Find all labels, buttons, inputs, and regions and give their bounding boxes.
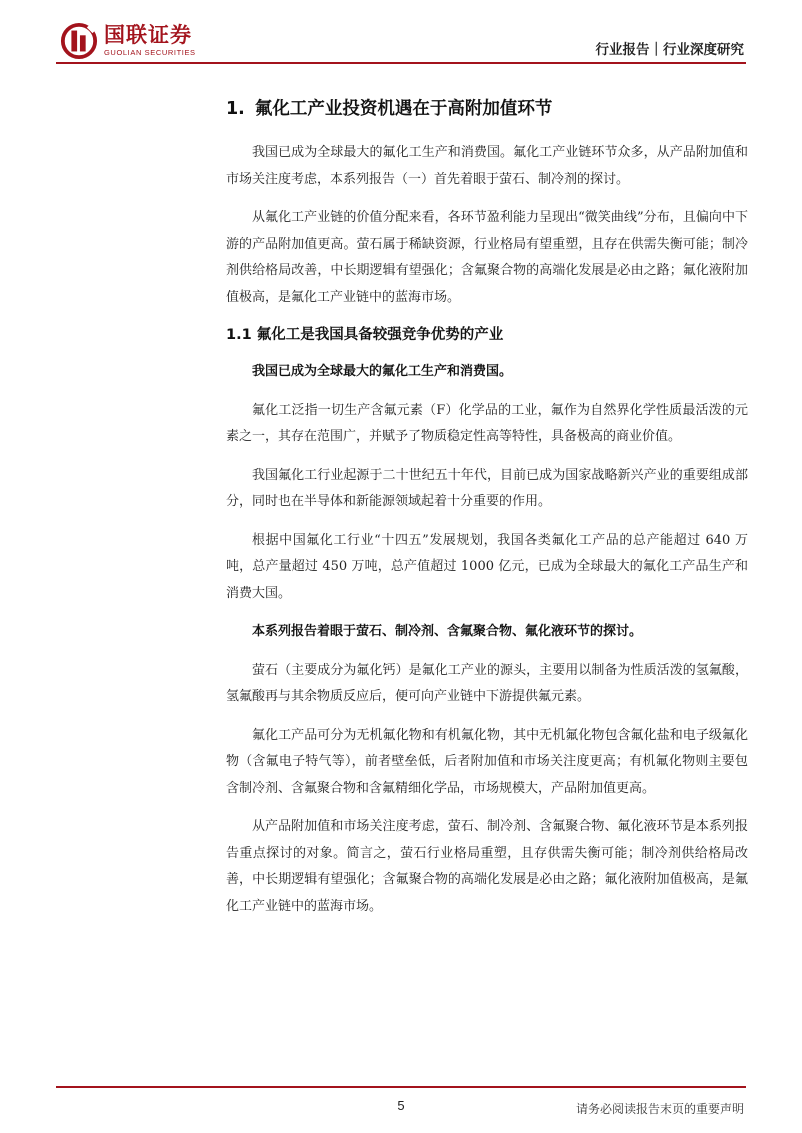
paragraph: 氟化工泛指一切生产含氟元素（F）化学品的工业，氟作为自然界化学性质最活泼的元素之一，其存在范围广，并赋予了物质稳定性高等特性，具备极高的商业价值。 xyxy=(226,402,748,444)
paragraph: 萤石（主要成分为氟化钙）是氟化工产业的源头，主要用以制备为性质活泼的氢氟酸，氢氟酸再与其余物质反应后，便可向产业链中下游提供氟元素。 xyxy=(226,662,748,704)
company-logo xyxy=(60,22,196,60)
section-title: 氟化工产业投资机遇在于高附加值环节 xyxy=(254,99,553,119)
paragraph: 从产品附加值和市场关注度考虑，萤石、制冷剂、含氟聚合物、氟化液环节是本系列报告重点探讨的对象。简言之，萤石行业格局重塑，且存供需失衡可能；制冷剂供给格局改善，中长期逻辑有望强化；含氟聚合物的高端化发展是必由之路；氟化液附加值极高，是氟化工产业链中的蓝海市场。 xyxy=(226,819,748,914)
paragraph: 根据中国氟化工行业“十四五”发展规划，我国各类氟化工产品的总产能超过 640 万吨，总产量超过 450 万吨，总产值超过 1000 亿元，已成为全球最大的氟化工产品生产和消费大国。 xyxy=(226,532,748,601)
page-header xyxy=(0,0,802,70)
paragraph: 氟化工产品可分为无机氟化物和有机氟化物，其中无机氟化物包含氟化盐和电子级氟化物（含氟电子特气等），前者壁垒低，后者附加值和市场关注度更高；有机氟化物则主要包含制冷剂、含氟聚合物和含氟精细化学品，市场规模大，产品附加值更高。 xyxy=(226,727,748,796)
footer-divider xyxy=(56,1086,746,1088)
section-heading xyxy=(226,96,748,122)
page-number: 5 xyxy=(397,1098,405,1113)
paragraph: 从氟化工产业链的价值分配来看，各环节盈利能力呈现出“微笑曲线”分布，且偏向中下游的产品附加值更高。萤石属于稀缺资源，行业格局有望重塑，且存在供需失衡可能；制冷剂供给格局改善，中长期逻辑有望强化；含氟聚合物的高端化发展是必由之路；氟化液附加值极高，是氟化工产业链中的蓝海市场。 xyxy=(226,210,748,305)
logo-english-name: GUOLIAN SECURITIES xyxy=(104,48,196,57)
disclaimer-note: 请务必阅读报告末页的重要声明 xyxy=(575,1102,744,1116)
lead-sentence: 我国已成为全球最大的氟化工生产和消费国。 xyxy=(252,364,513,379)
section-number: 1. xyxy=(226,99,245,119)
header-divider xyxy=(56,62,746,64)
subsection-heading: 1.1 氟化工是我国具备较强竞争优势的产业 xyxy=(226,327,504,343)
report-body xyxy=(226,96,748,932)
guolian-logo-icon xyxy=(60,22,98,60)
paragraph: 我国氟化工行业起源于二十世纪五十年代，目前已成为国家战略新兴产业的重要组成部分，同时也在半导体和新能源领域起着十分重要的作用。 xyxy=(226,467,748,509)
logo-chinese-name: 国联证券 xyxy=(104,23,192,47)
lead-sentence: 本系列报告着眼于萤石、制冷剂、含氟聚合物、氟化液环节的探讨。 xyxy=(252,624,643,639)
paragraph: 我国已成为全球最大的氟化工生产和消费国。氟化工产业链环节众多，从产品附加值和市场关注度考虑，本系列报告（一）首先着眼于萤石、制冷剂的探讨。 xyxy=(226,145,748,187)
report-category: 行业报告｜行业深度研究 xyxy=(595,42,744,58)
